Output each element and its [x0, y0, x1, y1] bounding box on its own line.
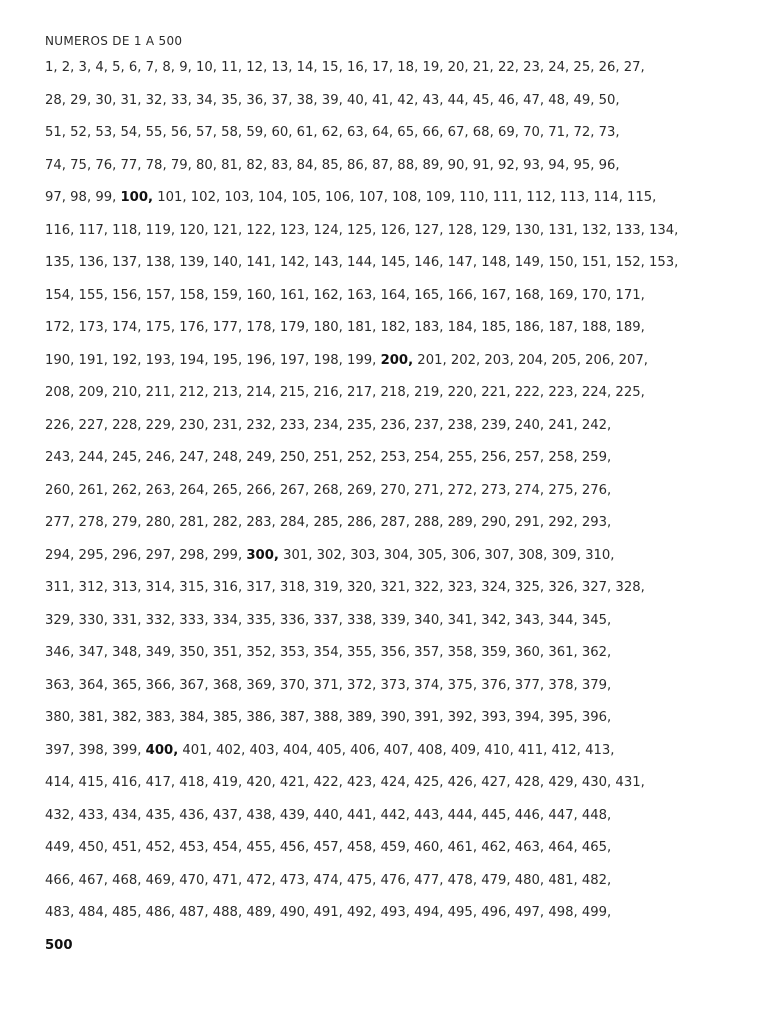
- number-line: [45, 540, 745, 573]
- milestone-number: 300,: [246, 547, 279, 563]
- number-line: [45, 345, 745, 378]
- number-run: 432, 433, 434, 435, 436, 437, 438, 439, 440, 441, 442, 443, 444, 445, 446, 447, 448,: [45, 807, 612, 823]
- number-line: [45, 410, 745, 443]
- number-line: [45, 670, 745, 703]
- number-run: 414, 415, 416, 417, 418, 419, 420, 421, 422, 423, 424, 425, 426, 427, 428, 429, 430, 431,: [45, 775, 645, 790]
- number-line: [45, 767, 745, 800]
- number-run: 363, 364, 365, 366, 367, 368, 369, 370, 371, 372, 373, 374, 375, 376, 377, 378, 379,: [45, 677, 612, 693]
- number-line: [45, 735, 745, 768]
- number-line: [45, 377, 745, 410]
- number-run: 28, 29, 30, 31, 32, 33, 34, 35, 36, 37, 38, 39, 40, 41, 42, 43, 44, 45, 46, 47, 48, 49, 50,: [45, 92, 620, 108]
- number-line: [45, 117, 745, 150]
- number-line: [45, 150, 745, 183]
- number-run: 154, 155, 156, 157, 158, 159, 160, 161, 162, 163, 164, 165, 166, 167, 168, 169, 170, 171,: [45, 287, 645, 303]
- number-line: [45, 312, 745, 345]
- number-line: [45, 52, 745, 85]
- number-run: 101, 102, 103, 104, 105, 106, 107, 108, 109, 110, 111, 112, 113, 114, 115,: [153, 190, 657, 205]
- number-run: 116, 117, 118, 119, 120, 121, 122, 123, 124, 125, 126, 127, 128, 129, 130, 131, 132, 133, 134,: [45, 222, 679, 238]
- number-run: 483, 484, 485, 486, 487, 488, 489, 490, 491, 492, 493, 494, 495, 496, 497, 498, 499,: [45, 905, 612, 920]
- number-run: 449, 450, 451, 452, 453, 454, 455, 456, 457, 458, 459, 460, 461, 462, 463, 464, 465,: [45, 840, 612, 855]
- number-line: [45, 865, 745, 898]
- number-run: 74, 75, 76, 77, 78, 79, 80, 81, 82, 83, 84, 85, 86, 87, 88, 89, 90, 91, 92, 93, 94, 95, 96,: [45, 157, 620, 173]
- number-run: 97, 98, 99,: [45, 190, 121, 205]
- number-run: 208, 209, 210, 211, 212, 213, 214, 215, 216, 217, 218, 219, 220, 221, 222, 223, 224, 225,: [45, 385, 645, 400]
- number-line: [45, 702, 745, 735]
- number-run: 135, 136, 137, 138, 139, 140, 141, 142, 143, 144, 145, 146, 147, 148, 149, 150, 151, 152, 153,: [45, 255, 679, 270]
- final-number: 500: [45, 937, 73, 953]
- number-run: 466, 467, 468, 469, 470, 471, 472, 473, 474, 475, 476, 477, 478, 479, 480, 481, 482,: [45, 872, 612, 888]
- number-run: 260, 261, 262, 263, 264, 265, 266, 267, 268, 269, 270, 271, 272, 273, 274, 275, 276,: [45, 482, 612, 498]
- number-run: 294, 295, 296, 297, 298, 299,: [45, 547, 247, 563]
- number-run: 311, 312, 313, 314, 315, 316, 317, 318, 319, 320, 321, 322, 323, 324, 325, 326, 327, 328,: [45, 580, 645, 595]
- document-page: [45, 30, 745, 962]
- milestone-number: 100,: [120, 190, 154, 205]
- number-run: 51, 52, 53, 54, 55, 56, 57, 58, 59, 60, 61, 62, 63, 64, 65, 66, 67, 68, 69, 70, 71, 72, 73,: [45, 125, 620, 140]
- number-run: 397, 398, 399,: [45, 742, 146, 758]
- number-line: [45, 572, 745, 605]
- number-run: 190, 191, 192, 193, 194, 195, 196, 197, 198, 199,: [45, 352, 381, 368]
- number-run: 401, 402, 403, 404, 405, 406, 407, 408, 409, 410, 411, 412, 413,: [178, 742, 615, 758]
- number-line: [45, 182, 745, 215]
- number-run: 201, 202, 203, 204, 205, 206, 207,: [413, 352, 648, 368]
- number-line: [45, 475, 745, 508]
- number-run: 1, 2, 3, 4, 5, 6, 7, 8, 9, 10, 11, 12, 13, 14, 15, 16, 17, 18, 19, 20, 21, 22, 23, 24, 25, 26, 27,: [45, 60, 645, 75]
- number-run: 346, 347, 348, 349, 350, 351, 352, 353, 354, 355, 356, 357, 358, 359, 360, 361, 362,: [45, 645, 612, 660]
- number-list: [45, 52, 745, 930]
- number-line: [45, 897, 745, 930]
- milestone-number: 200,: [380, 352, 414, 368]
- number-run: 301, 302, 303, 304, 305, 306, 307, 308, 309, 310,: [278, 547, 615, 563]
- number-run: 172, 173, 174, 175, 176, 177, 178, 179, 180, 181, 182, 183, 184, 185, 186, 187, 188, 189,: [45, 320, 645, 335]
- number-line: [45, 442, 745, 475]
- number-line: [45, 800, 745, 833]
- number-run: 226, 227, 228, 229, 230, 231, 232, 233, 234, 235, 236, 237, 238, 239, 240, 241, 242,: [45, 417, 612, 433]
- number-line: [45, 247, 745, 280]
- number-line: [45, 85, 745, 118]
- document-title: NUMEROS DE 1 A 500: [45, 34, 183, 48]
- number-line: [45, 280, 745, 313]
- number-line: [45, 215, 745, 248]
- milestone-number: 400,: [145, 742, 179, 758]
- number-line: [45, 605, 745, 638]
- number-run: 277, 278, 279, 280, 281, 282, 283, 284, 285, 286, 287, 288, 289, 290, 291, 292, 293,: [45, 515, 612, 530]
- number-run: 380, 381, 382, 383, 384, 385, 386, 387, 388, 389, 390, 391, 392, 393, 394, 395, 396,: [45, 710, 612, 725]
- number-line: [45, 507, 745, 540]
- number-line: [45, 832, 745, 865]
- number-run: 329, 330, 331, 332, 333, 334, 335, 336, 337, 338, 339, 340, 341, 342, 343, 344, 345,: [45, 612, 612, 628]
- number-run: 243, 244, 245, 246, 247, 248, 249, 250, 251, 252, 253, 254, 255, 256, 257, 258, 259,: [45, 450, 612, 465]
- number-line: [45, 637, 745, 670]
